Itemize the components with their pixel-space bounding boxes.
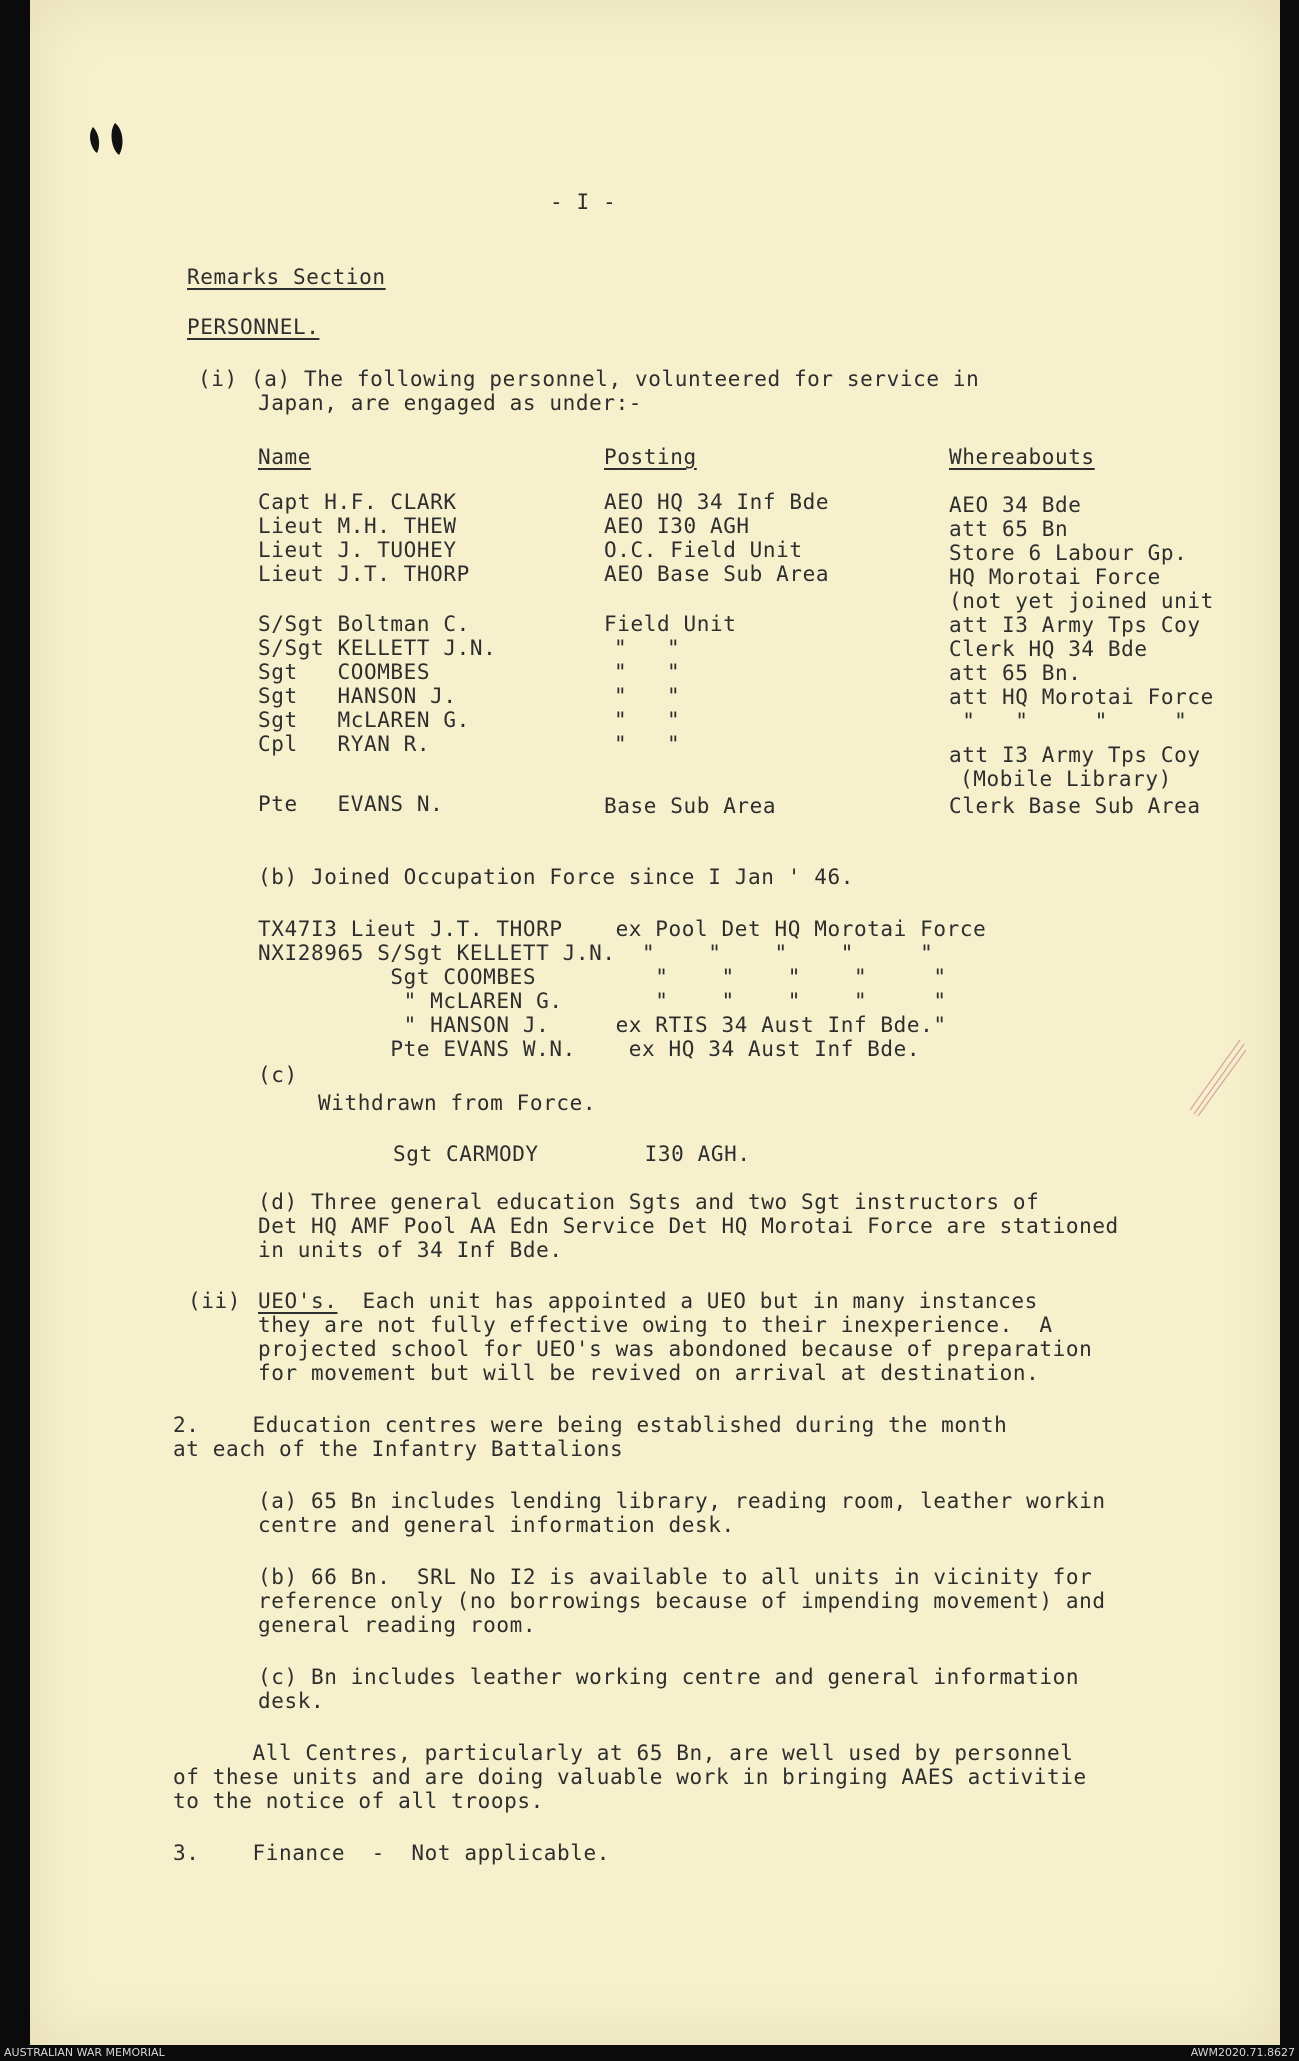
joined-line: TX47I3 Lieut J.T. THORP ex Pool Det HQ Morotai Force	[258, 917, 987, 941]
table-cell-name: Sgt HANSON J.	[258, 684, 457, 708]
table-cell-posting: AEO Base Sub Area	[604, 562, 830, 586]
table-cell-posting: " "	[614, 660, 681, 684]
table-cell-where: " " " "	[949, 709, 1188, 733]
table-cell-where: HQ Morotai Force	[949, 565, 1161, 589]
footer-source: AUSTRALIAN WAR MEMORIAL	[4, 2046, 165, 2059]
para-ii-label: (ii)	[188, 1289, 241, 1313]
table-cell-name: Cpl RYAN R.	[258, 732, 431, 756]
table-cell-name: Pte EVANS N.	[258, 792, 444, 816]
footer-identifier: AWM2020.71.8627	[1190, 2046, 1295, 2059]
para-3: 3. Finance - Not applicable.	[173, 1841, 611, 1865]
punch-holes-mark	[85, 115, 135, 165]
table-cell-posting: AEO I30 AGH	[604, 514, 750, 538]
para-2-line: 2. Education centres were being established during the month	[173, 1413, 1008, 1437]
para-c-label: (c)	[258, 1063, 298, 1087]
table-cell-posting: Base Sub Area	[604, 794, 777, 818]
table-cell-posting: O.C. Field Unit	[604, 538, 803, 562]
table-cell-name: S/Sgt KELLETT J.N.	[258, 636, 497, 660]
table-cell-where: att 65 Bn	[949, 517, 1069, 541]
para-ii-underlined: UEO's.	[258, 1289, 338, 1313]
para-d-line: in units of 34 Inf Bde.	[258, 1238, 563, 1262]
table-header-whereabouts: Whereabouts	[949, 445, 1095, 469]
table-cell-where: att I3 Army Tps Coy	[949, 613, 1201, 637]
footer-bar	[0, 2045, 1299, 2061]
para-i-a-line: (i) (a) The following personnel, volunteered for service in	[198, 367, 980, 391]
para-ii-line: Each unit has appointed a UEO but in many instances	[336, 1289, 1038, 1313]
para-b-title: (b) Joined Occupation Force since I Jan ' 46.	[258, 865, 854, 889]
para-i-a-line: Japan, are engaged as under:-	[258, 391, 643, 415]
table-cell-name: Sgt McLAREN G.	[258, 708, 470, 732]
table-cell-where: Clerk Base Sub Area	[949, 794, 1201, 818]
table-header-posting: Posting	[604, 445, 697, 469]
para-all-line: All Centres, particularly at 65 Bn, are well used by personnel	[173, 1741, 1074, 1765]
para-all-line: of these units and are doing valuable work in bringing AAES activitie	[173, 1765, 1087, 1789]
para-d-line: Det HQ AMF Pool AA Edn Service Det HQ Morotai Force are stationed	[258, 1214, 1119, 1238]
table-cell-where: Store 6 Labour Gp.	[949, 541, 1188, 565]
table-cell-name: Lieut J.T. THORP	[258, 562, 470, 586]
subheading: PERSONNEL.	[187, 315, 320, 339]
para-2c-line: (c) Bn includes leather working centre and general information	[258, 1665, 1080, 1689]
table-cell-posting: " "	[614, 636, 681, 660]
heading: Remarks Section	[187, 265, 386, 289]
table-cell-name: Lieut J. TUOHEY	[258, 538, 457, 562]
para-c-title: Withdrawn from Force.	[318, 1091, 597, 1115]
table-cell-posting: " "	[614, 684, 681, 708]
page-number: - I -	[550, 190, 617, 214]
table-cell-where: (Mobile Library)	[960, 767, 1172, 791]
table-cell-posting: AEO HQ 34 Inf Bde	[604, 490, 830, 514]
table-cell-posting: Field Unit	[604, 612, 737, 636]
table-header-name: Name	[258, 445, 311, 469]
table-cell-where: AEO 34 Bde	[949, 493, 1082, 517]
table-cell-posting: " "	[614, 708, 681, 732]
joined-line: " McLAREN G. " " " " "	[258, 989, 947, 1013]
table-cell-where: Clerk HQ 34 Bde	[949, 637, 1148, 661]
joined-line: Sgt COOMBES " " " " "	[258, 965, 947, 989]
joined-line: Pte EVANS W.N. ex HQ 34 Aust Inf Bde.	[258, 1037, 921, 1061]
table-cell-where: (not yet joined unit	[949, 589, 1214, 613]
para-2c-line: desk.	[258, 1689, 325, 1713]
para-ii-line: projected school for UEO's was abondoned because of preparation	[258, 1337, 1093, 1361]
para-2-line: at each of the Infantry Battalions	[173, 1437, 624, 1461]
joined-line: " HANSON J. ex RTIS 34 Aust Inf Bde."	[258, 1013, 947, 1037]
table-cell-posting: " "	[614, 732, 681, 756]
table-cell-name: Sgt COOMBES	[258, 660, 431, 684]
table-cell-name: S/Sgt Boltman C.	[258, 612, 470, 636]
document-page	[30, 0, 1280, 2045]
table-cell-where: att I3 Army Tps Coy	[949, 743, 1201, 767]
para-2b-line: (b) 66 Bn. SRL No I2 is available to all units in vicinity for	[258, 1565, 1093, 1589]
table-cell-name: Lieut M.H. THEW	[258, 514, 457, 538]
para-d-line: (d) Three general education Sgts and two Sgt instructors of	[258, 1190, 1040, 1214]
para-2b-line: reference only (no borrowings because of impending movement) and	[258, 1589, 1106, 1613]
para-2a-line: centre and general information desk.	[258, 1513, 735, 1537]
para-2b-line: general reading room.	[258, 1613, 537, 1637]
para-c-entry: Sgt CARMODY I30 AGH.	[393, 1142, 751, 1166]
para-all-line: to the notice of all troops.	[173, 1789, 544, 1813]
para-ii-line: they are not fully effective owing to their inexperience. A	[258, 1313, 1053, 1337]
table-cell-where: att 65 Bn.	[949, 661, 1082, 685]
pencil-mark	[1180, 1030, 1250, 1120]
table-cell-where: att HQ Morotai Force	[949, 685, 1214, 709]
para-2a-line: (a) 65 Bn includes lending library, reading room, leather workin	[258, 1489, 1106, 1513]
table-cell-name: Capt H.F. CLARK	[258, 490, 457, 514]
joined-line: NXI28965 S/Sgt KELLETT J.N. " " " " "	[258, 941, 934, 965]
para-ii-line: for movement but will be revived on arrival at destination.	[258, 1361, 1040, 1385]
